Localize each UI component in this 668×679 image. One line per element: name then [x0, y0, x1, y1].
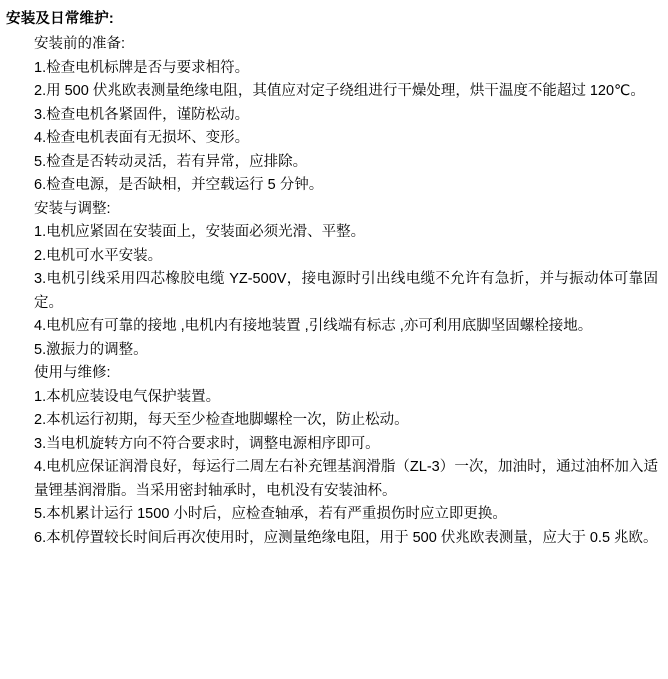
- section-heading: 安装与调整:: [34, 200, 111, 217]
- section-maintenance: [6, 362, 658, 550]
- section-heading: 使用与维修:: [34, 365, 111, 382]
- list-item: 3.电机引线采用四芯橡胶电缆 YZ-500V，接电源时引出线电缆不允许有急折，并与振动体可靠固定。: [34, 271, 658, 311]
- list-item: 5.激振力的调整。: [34, 341, 148, 358]
- list-item: 2.用 500 伏兆欧表测量绝缘电阻，其值应对定子绕组进行干燥处理，烘干温度不能超过 120℃。: [34, 83, 645, 100]
- section-preparation: [6, 33, 658, 197]
- page-title: 安装及日常维护:: [6, 11, 114, 27]
- list-item: 4.电机应有可靠的接地 ,电机内有接地装置 ,引线端有标志 ,亦可利用底脚坚固螺栓接地。: [34, 318, 593, 335]
- section-heading: 安装前的准备:: [34, 36, 126, 53]
- list-item: 6.检查电源，是否缺相，并空载运行 5 分钟。: [34, 177, 324, 194]
- section-installation: [6, 198, 658, 362]
- list-item: 5.本机累计运行 1500 小时后，应检查轴承，若有严重损伤时应立即更换。: [34, 506, 507, 523]
- list-item: 2.电机可水平安装。: [34, 247, 163, 264]
- list-item: 1.电机应紧固在安装面上，安装面必须光滑、平整。: [34, 224, 366, 241]
- list-item: 3.当电机旋转方向不符合要求时，调整电源相序即可。: [34, 435, 380, 452]
- list-item: 5.检查是否转动灵活，若有异常，应排除。: [34, 153, 308, 170]
- list-item: 1.本机应装设电气保护装置。: [34, 388, 221, 405]
- list-item: 3.检查电机各紧固件，谨防松动。: [34, 106, 250, 123]
- list-item: 6.本机停置较长时间后再次使用时，应测量绝缘电阻，用于 500 伏兆欧表测量，应大于 0.5 兆欧。: [34, 529, 658, 546]
- list-item: 4.电机应保证润滑良好，每运行二周左右补充锂基润滑脂（ZL-3）一次，加油时，通过油杯加入适量锂基润滑脂。当采用密封轴承时，电机没有安装油杯。: [34, 459, 658, 499]
- list-item: 2.本机运行初期，每天至少检查地脚螺栓一次，防止松动。: [34, 412, 409, 429]
- list-item: 1.检查电机标牌是否与要求相符。: [34, 59, 250, 76]
- list-item: 4.检查电机表面有无损坏、变形。: [34, 130, 250, 147]
